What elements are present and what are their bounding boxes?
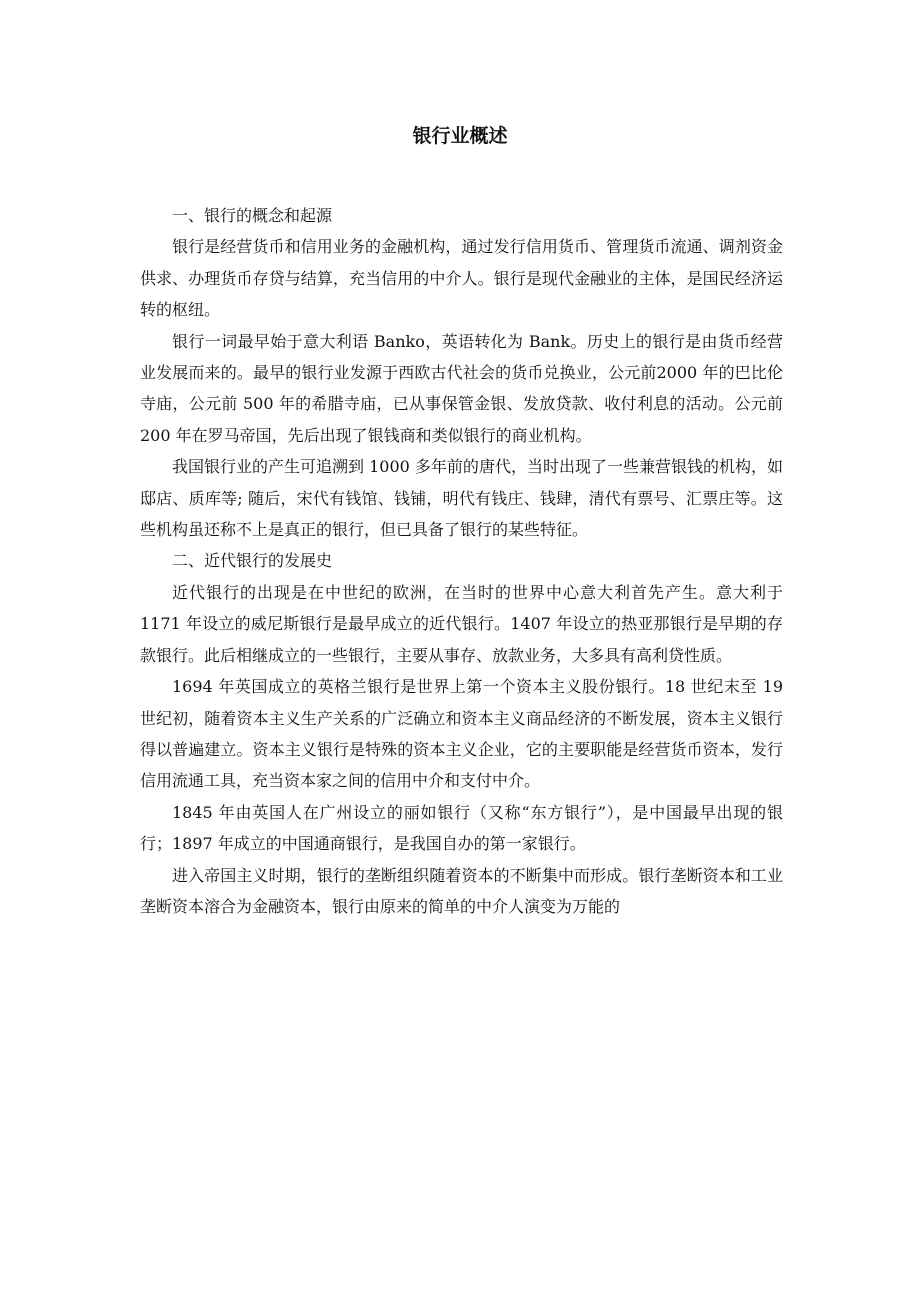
section-heading: 二、近代银行的发展史 <box>172 551 333 571</box>
paragraph: 近代银行的出现是在中世纪的欧洲，在当时的世界中心意大利首先产生。意大利于 1171 年设立的威尼斯银行是最早成立的近代银行。1407 年设立的热亚那银行是早期的存款银行。此后相继成立的一些银行，主要从事存、放款业务，大多具有高利贷性质。 <box>140 582 783 665</box>
paragraph: 进入帝国主义时期，银行的垄断组织随着资本的不断集中而形成。银行垄断资本和工业垄断资本溶合为金融资本，银行由原来的简单的中介人演变为万能的 <box>140 865 783 916</box>
document-title: 银行业概述 <box>412 125 508 147</box>
paragraph: 1845 年由英国人在广州设立的丽如银行（又称“东方银行”），是中国最早出现的银行；1897 年成立的中国通商银行，是我国自办的第一家银行。 <box>140 802 783 854</box>
paragraph: 1694 年英国成立的英格兰银行是世界上第一个资本主义股份银行。18 世纪末至 19 世纪初，随着资本主义生产关系的广泛确立和资本主义商品经济的不断发展，资本主义银行得以普遍建立。资本主义银行是特殊的资本主义企业，它的主要职能是经营货币资本，发行信用流通工具，充当资本家之间的信用中介和支付中介。 <box>140 677 783 791</box>
section-heading: 一、银行的概念和起源 <box>172 206 333 225</box>
paragraph: 银行是经营货币和信用业务的金融机构，通过发行信用货币、管理货币流通、调剂资金供求、办理货币存贷与结算，充当信用的中介人。银行是现代金融业的主体，是国民经济运转的枢纽。 <box>140 237 783 320</box>
paragraph: 银行一词最早始于意大利语 Banko，英语转化为 Bank。历史上的银行是由货币经营业发展而来的。最早的银行业发源于西欧古代社会的货币兑换业，公元前2000 年的巴比伦寺庙，公元前 500 年的希腊寺庙，已从事保管金银、发放贷款、收付利息的活动。公元前 200 年在罗马帝国，先后出现了银钱商和类似银行的商业机构。 <box>140 331 783 445</box>
paragraph: 我国银行业的产生可追溯到 1000 多年前的唐代，当时出现了一些兼营银钱的机构，如邸店、质库等; 随后，宋代有钱馆、钱铺，明代有钱庄、钱肆，清代有票号、汇票庄等。这些机构虽还称不上是真正的银行，但已具备了银行的某些特征。 <box>140 457 783 540</box>
document-body <box>140 200 783 922</box>
